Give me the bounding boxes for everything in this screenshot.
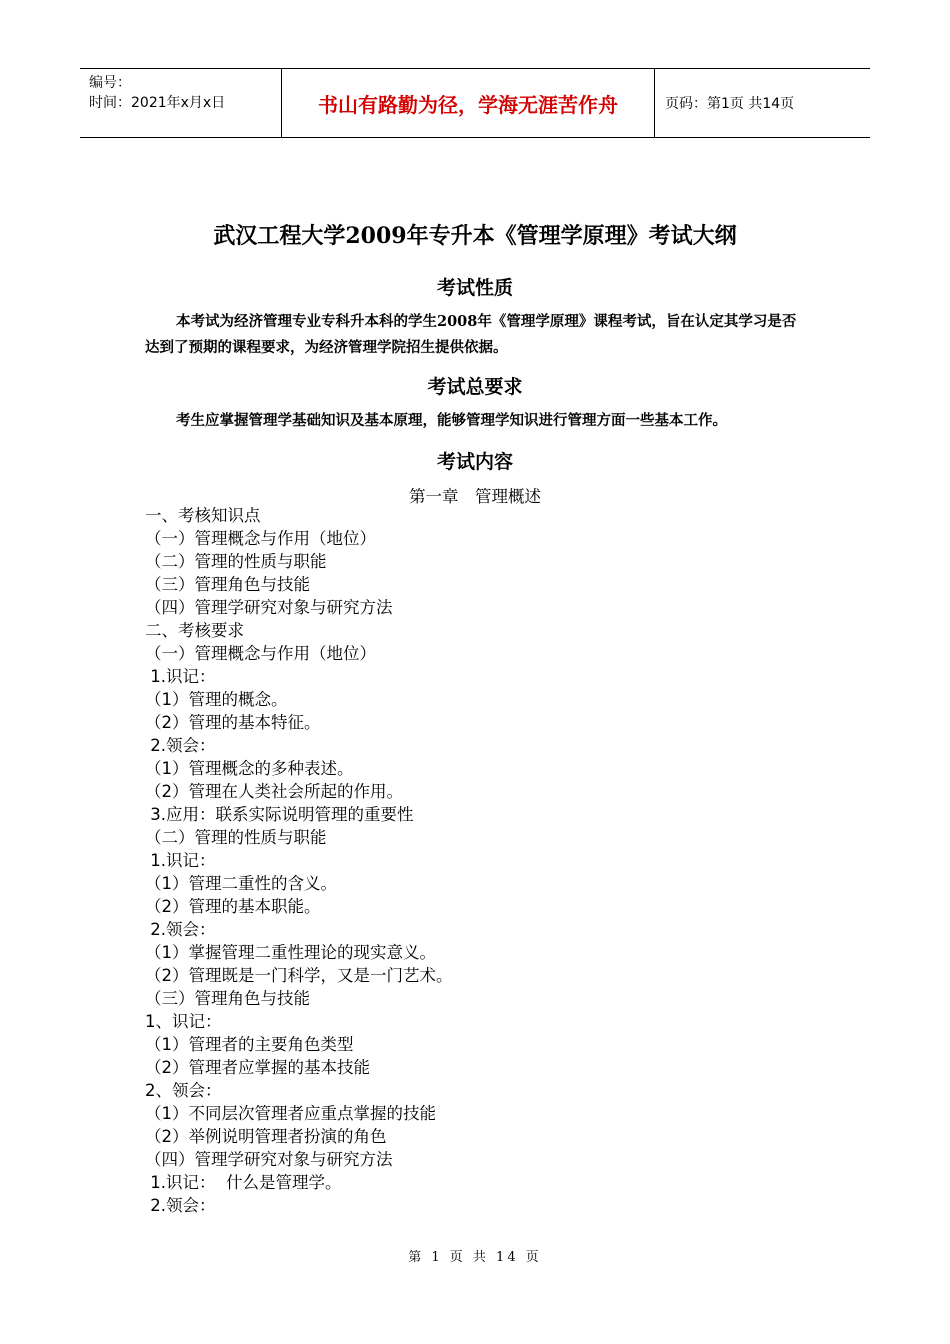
header-meta-cell <box>80 69 282 137</box>
outline-item: （2）管理的基本职能。 <box>145 897 321 916</box>
header-table <box>80 68 870 138</box>
number-label: 编号： <box>89 75 131 91</box>
outline-item: 二、考核要求 <box>145 621 244 640</box>
content-heading: 考试内容 <box>436 451 513 473</box>
page-info: 页码：第1页 共14页 <box>665 96 795 112</box>
outline-item: 3.应用：联系实际说明管理的重要性 <box>145 805 414 824</box>
outline-item: （三）管理角色与技能 <box>145 575 310 594</box>
outline-list <box>145 504 845 1217</box>
outline-item: （2）管理既是一门科学，又是一门艺术。 <box>145 966 453 985</box>
motto-cell <box>282 69 655 137</box>
outline-item: （1）管理概念的多种表述。 <box>145 759 354 778</box>
outline-item: 1.识记： <box>145 851 216 870</box>
outline-item: 1.识记： <box>145 667 216 686</box>
outline-item: （四）管理学研究对象与研究方法 <box>145 1150 393 1169</box>
outline-item: （二）管理的性质与职能 <box>145 828 327 847</box>
outline-item: （三）管理角色与技能 <box>145 989 310 1008</box>
outline-item: 2.领会： <box>145 1196 216 1215</box>
outline-item: 2.领会： <box>145 920 216 939</box>
outline-item: （1）管理者的主要角色类型 <box>145 1035 354 1054</box>
outline-item: （1）管理的概念。 <box>145 690 288 709</box>
outline-item: （一）管理概念与作用（地位） <box>145 644 376 663</box>
outline-item: 2、领会： <box>145 1081 222 1100</box>
outline-item: （2）管理的基本特征。 <box>145 713 321 732</box>
nature-text: 本考试为经济管理专业专科升本科的学生2008年《管理学原理》课程考试，旨在认定其学习是否达到了预期的课程要求，为经济管理学院招生提供依据。 <box>145 313 797 356</box>
outline-item: （1）管理二重性的含义。 <box>145 874 337 893</box>
outline-item: 1.识记： 什么是管理学。 <box>145 1173 342 1192</box>
page-info-cell <box>655 69 870 137</box>
page-footer: 第 1 页 共 14 页 <box>408 1250 542 1265</box>
outline-item: 一、考核知识点 <box>145 506 261 525</box>
nature-heading: 考试性质 <box>436 277 513 299</box>
outline-item: （1）不同层次管理者应重点掌握的技能 <box>145 1104 436 1123</box>
outline-item: （二）管理的性质与职能 <box>145 552 327 571</box>
requirement-text: 考生应掌握管理学基础知识及基本原理，能够管理学知识进行管理方面一些基本工作。 <box>176 412 727 429</box>
outline-item: （2）管理者应掌握的基本技能 <box>145 1058 370 1077</box>
outline-item: （2）举例说明管理者扮演的角色 <box>145 1127 387 1146</box>
document-title: 武汉工程大学2009年专升本《管理学原理》考试大纲 <box>213 223 737 249</box>
outline-item: （一）管理概念与作用（地位） <box>145 529 376 548</box>
time-label: 时间：2021年x月x日 <box>89 95 226 111</box>
motto: 书山有路勤为径，学海无涯苦作舟 <box>318 92 618 117</box>
outline-item: （1）掌握管理二重性理论的现实意义。 <box>145 943 436 962</box>
outline-item: 2.领会： <box>145 736 216 755</box>
outline-item: （四）管理学研究对象与研究方法 <box>145 598 393 617</box>
chapter-title: 第一章 管理概述 <box>409 487 541 506</box>
outline-item: 1、识记： <box>145 1012 222 1031</box>
outline-item: （2）管理在人类社会所起的作用。 <box>145 782 403 801</box>
requirement-heading: 考试总要求 <box>427 376 523 398</box>
